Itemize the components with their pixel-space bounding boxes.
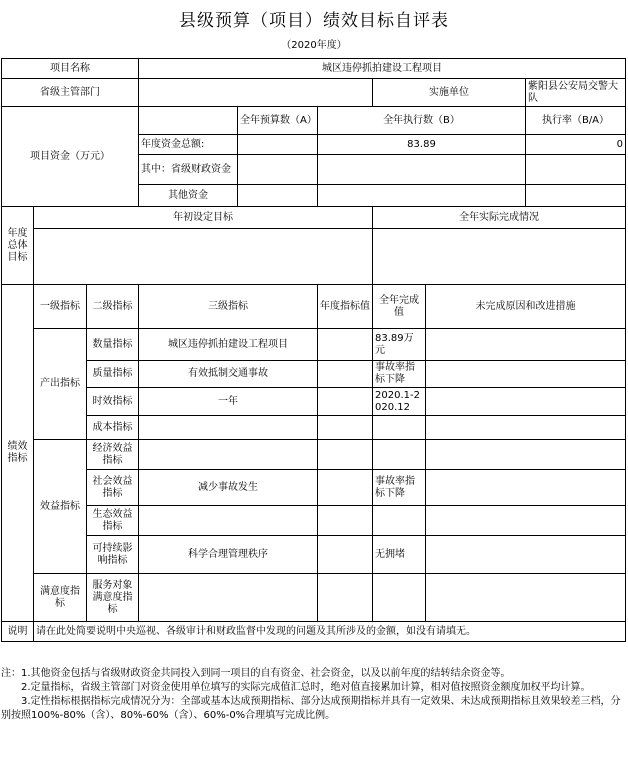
perf-row [2, 361, 626, 388]
perf-row [2, 440, 626, 470]
funds-col-exec: 全年执行数（B） [318, 107, 526, 135]
row-funds-header [2, 107, 626, 135]
perf-l3 [139, 506, 318, 536]
perf-l2: 生态效益指标 [87, 506, 139, 536]
perf-l3 [139, 574, 318, 622]
project-name-value: 城区违停抓拍建设工程项目 [139, 59, 626, 79]
footnotes [1, 667, 625, 723]
perf-done [373, 416, 426, 440]
perf-reason [426, 470, 626, 506]
impl-unit-label: 实施单位 [373, 79, 526, 107]
perf-target [318, 416, 373, 440]
satisfaction-indicator-label: 满意度指标 [34, 574, 87, 622]
footnote-3: 3.定性指标根据指标完成情况分为：全部或基本达成预期指标、部分达成预期指标并具有一定效果、未达成预期指标且效果较差三档，分别按照100%-80%（含）、80%-60%（含）、60%-0%合理填写完成比例。 [1, 696, 621, 721]
perf-target [318, 440, 373, 470]
footnote-1: 注：1.其他资金包括与省级财政资金共同投入到同一项目的自有资金、社会资金，以及以前年度的结转结余资金等。 [1, 668, 511, 679]
row-goals-header [2, 207, 626, 229]
perf-row [2, 536, 626, 574]
row-department [2, 79, 626, 107]
perf-l2: 质量指标 [87, 361, 139, 388]
perf-done: 83.89万元 [373, 329, 426, 361]
perf-h-reason: 未完成原因和改进措施 [426, 285, 626, 329]
perf-l2: 成本指标 [87, 416, 139, 440]
dept-value [139, 79, 373, 107]
explain-text: 请在此处简要说明中央巡视、各级审计和财政监督中发现的问题及其所涉及的金额，如没有请填无。 [34, 622, 626, 642]
perf-h-level3: 三级指标 [139, 285, 318, 329]
funds-row-budget [238, 155, 318, 185]
project-name-label: 项目名称 [2, 59, 139, 79]
perf-target [318, 388, 373, 416]
funds-row-label: 年度资金总额: [139, 135, 238, 155]
row-explanation [2, 622, 626, 642]
perf-h-level1: 一级指标 [34, 285, 87, 329]
row-perf-header [2, 285, 626, 329]
page-title: 县级预算（项目）绩效目标自评表 [179, 11, 449, 31]
goals-initial-label: 年初设定目标 [34, 207, 373, 229]
perf-target [318, 329, 373, 361]
perf-done: 2020.1-2020.12 [373, 388, 426, 416]
perf-row [2, 388, 626, 416]
output-indicator-label: 产出指标 [34, 329, 87, 440]
perf-l3 [139, 416, 318, 440]
perf-reason [426, 416, 626, 440]
funds-header-blank [139, 107, 238, 135]
evaluation-form-table [1, 58, 626, 642]
dept-label: 省级主管部门 [2, 79, 139, 107]
perf-l3: 有效抵制交通事故 [139, 361, 318, 388]
perf-done [373, 506, 426, 536]
perf-reason [426, 329, 626, 361]
perf-l3 [139, 440, 318, 470]
funds-row-label: 其他资金 [139, 185, 238, 207]
perf-target [318, 574, 373, 622]
funds-label: 项目资金（万元） [2, 107, 139, 207]
perf-l2: 服务对象满意度指标 [87, 574, 139, 622]
perf-l2: 可持续影响指标 [87, 536, 139, 574]
perf-target [318, 506, 373, 536]
effect-indicator-label: 效益指标 [34, 440, 87, 574]
perf-done: 事故率指标下降 [373, 361, 426, 388]
funds-col-rate: 执行率（B/A） [526, 107, 626, 135]
goals-initial-value [34, 229, 373, 285]
perf-reason [426, 506, 626, 536]
perf-l2: 数量指标 [87, 329, 139, 361]
goals-label: 年度总体目标 [2, 207, 34, 285]
explain-label: 说明 [2, 622, 34, 642]
perf-target [318, 361, 373, 388]
perf-l2: 时效指标 [87, 388, 139, 416]
perf-target [318, 470, 373, 506]
row-goals-values [2, 229, 626, 285]
funds-row-budget [238, 135, 318, 155]
funds-row-rate [526, 185, 626, 207]
funds-row-exec [318, 155, 526, 185]
perf-reason [426, 440, 626, 470]
perf-label: 绩效指标 [2, 285, 34, 622]
perf-h-level2: 二级指标 [87, 285, 139, 329]
perf-l3: 减少事故发生 [139, 470, 318, 506]
report-year: （2020年度） [281, 40, 347, 51]
perf-l3: 一年 [139, 388, 318, 416]
funds-row-label: 其中：省级财政资金 [139, 155, 238, 185]
perf-done: 无拥堵 [373, 536, 426, 574]
funds-col-budget: 全年预算数（A） [238, 107, 318, 135]
perf-l2: 社会效益指标 [87, 470, 139, 506]
funds-row-budget [238, 185, 318, 207]
perf-h-target: 年度指标值 [318, 285, 373, 329]
perf-reason [426, 388, 626, 416]
perf-reason [426, 536, 626, 574]
footnote-2: 2.定量指标，省级主管部门对资金使用单位填写的实际完成值汇总时，绝对值直接累加计算，相对值按照资金额度加权平均计算。 [21, 682, 591, 693]
perf-h-done: 全年完成值 [373, 285, 426, 329]
funds-row-exec [318, 185, 526, 207]
goals-actual-value [373, 229, 626, 285]
funds-row-exec: 83.89 [318, 135, 526, 155]
perf-reason [426, 574, 626, 622]
impl-unit-value: 紫阳县公安局交警大队 [526, 79, 626, 107]
perf-done [373, 574, 426, 622]
perf-reason [426, 361, 626, 388]
funds-row-rate: 0 [526, 135, 626, 155]
row-project-name [2, 59, 626, 79]
perf-row [2, 574, 626, 622]
perf-l3: 城区违停抓拍建设工程项目 [139, 329, 318, 361]
perf-row [2, 416, 626, 440]
funds-row-rate [526, 155, 626, 185]
perf-target [318, 536, 373, 574]
perf-done: 事故率指标下降 [373, 470, 426, 506]
perf-row [2, 506, 626, 536]
perf-l2: 经济效益指标 [87, 440, 139, 470]
perf-row [2, 329, 626, 361]
perf-row [2, 470, 626, 506]
perf-done [373, 440, 426, 470]
goals-actual-label: 全年实际完成情况 [373, 207, 626, 229]
perf-l3: 科学合理管理秩序 [139, 536, 318, 574]
